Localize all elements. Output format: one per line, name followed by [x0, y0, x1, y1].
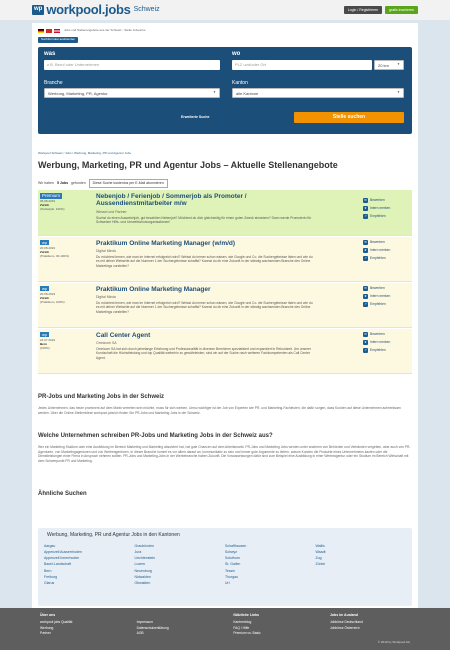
results-prefix: Wir haben [38, 181, 54, 185]
copyright: © 2019 by Workpool AG [377, 640, 410, 645]
recommend-button[interactable] [363, 348, 408, 353]
info-heading: Welche Unternehmen schreiben PR-Jobs und Marketing Jobs in der Schweiz aus? [38, 433, 273, 439]
kanton-select[interactable] [232, 88, 404, 98]
job-card[interactable] [38, 237, 412, 282]
footer-column [233, 613, 313, 645]
where-label: wo [232, 50, 241, 57]
share-icon: ↗ [364, 302, 367, 306]
info-paragraph: Jedes Unternehmen, das heute prominent auf dem Markt vertreten sein möchte, muss für sich werben. Umso wichtiger ist der Job von Experten wie PR- und Marketing-Fachleuten, die dafür sorgen, dass Kunden auf diese Unternehmen aufmerksam werden. Über die Online-Stellenbörse workpool.jobs/ch finden Sie PR-Jobs und Marketing Jobs in der Schweiz. [38, 406, 401, 415]
similar-heading: Ähnliche Suchen [38, 491, 87, 497]
recommend-button[interactable] [363, 302, 408, 307]
results-number: 5 Jobs [56, 181, 69, 185]
job-title[interactable]: Nebenjob / Ferienjob / Sommerjob als Promoter / Aussendienstmitarbeiter m/w [96, 193, 247, 208]
mail-icon: ✉ [364, 286, 367, 290]
breadcrumb[interactable]: Workpool Schweiz / Jobs / Werbung, Marketing, PR und Agentur Jobs [38, 151, 131, 155]
canton-link[interactable]: Waadt [315, 549, 326, 554]
germany-flag-icon[interactable] [38, 29, 44, 33]
remember-label: Intern merken [370, 340, 391, 345]
share-icon: ↗ [364, 348, 367, 352]
logo-icon: wp [32, 5, 44, 15]
job-title[interactable]: Call Center Agent [96, 332, 151, 339]
canton-link[interactable]: Bern [44, 568, 52, 573]
advanced-search-link[interactable]: Erweiterte Suche [181, 114, 210, 119]
canton-link[interactable]: Thurgau [225, 574, 239, 579]
canton-column [225, 543, 316, 587]
recommend-label: Empfehlen [370, 348, 386, 353]
canton-link[interactable]: Luzern [134, 562, 146, 567]
canton-link[interactable]: St. Gallen [225, 562, 241, 567]
login-button[interactable]: Login / Registrieren [344, 6, 382, 15]
footer-heading: Nützliche Links [233, 613, 259, 617]
job-list [38, 190, 412, 374]
remember-button[interactable] [363, 340, 408, 345]
kanton-label: Kanton [232, 79, 248, 86]
job-description: Omnicom SA hat sich durch jahrelange Erfahrung und Professionalität in diversen Bereichen spezialisiert und expandiert in Rekordzeit. Um unserer Kundschaft die Höchstleistung und top Qualität weiterhin zu gewährleisten, sind wir auf der Suche nach weiteren Fachkompetenten als Call Center Agent. [96, 347, 311, 360]
share-icon: ↗ [364, 256, 367, 260]
mail-icon: ✉ [364, 240, 367, 244]
results-count [38, 179, 168, 188]
canton-link[interactable]: Schwyz [225, 549, 238, 554]
results-suffix: gefunden [71, 181, 86, 185]
footer-link[interactable]: AGB [136, 631, 144, 636]
canton-column [135, 543, 226, 587]
job-company: Digital Minds [96, 249, 117, 253]
job-card[interactable] [38, 190, 412, 236]
canton-column [316, 543, 407, 587]
recommend-button[interactable] [363, 214, 408, 219]
canton-link[interactable]: Obwalden [134, 581, 151, 586]
canton-link[interactable]: Aargau [44, 543, 56, 548]
what-input[interactable]: z.B. Beruf oder Unternehmen [44, 60, 220, 70]
job-location: Zürich [40, 250, 50, 254]
switzerland-flag-icon[interactable] [46, 29, 52, 33]
remember-label: Intern merken [370, 248, 391, 253]
toggle-search-button[interactable]: Suchformular ausblenden [38, 37, 78, 43]
where-input[interactable]: PLZ und/oder Ort [232, 60, 372, 70]
mail-icon: ✉ [364, 332, 367, 336]
branche-value: Werbung, Marketing, PR, Agentur [48, 90, 108, 96]
logo-text: workpool.jobs [46, 1, 131, 17]
job-location: Zürich [40, 296, 50, 300]
canton-link[interactable]: Freiburg [44, 574, 58, 579]
info-heading: PR-Jobs und Marketing Jobs in der Schweiz [38, 394, 165, 400]
kanton-value: alle Kantone [236, 90, 259, 96]
footer-link[interactable]: Datenschutzerklärung [136, 625, 169, 630]
footer-link[interactable]: workpool.jobs Qualität [40, 619, 73, 624]
workpool-badge: wp [42, 240, 48, 245]
canton-column [44, 543, 135, 587]
footer-link[interactable]: Werbung [40, 625, 54, 630]
canton-link[interactable]: Nidwalden [134, 574, 151, 579]
recommend-button[interactable] [363, 256, 408, 261]
chevron-down-icon: ▼ [397, 61, 400, 66]
job-workload: (Praktikum, 100%) [40, 300, 65, 304]
main-content [32, 23, 418, 608]
footer [0, 608, 450, 650]
footer-link[interactable]: Premium vs. Basic [233, 631, 261, 636]
job-date: 06.08.2019 [40, 199, 56, 203]
job-date: 20.08.2019 [40, 246, 56, 250]
footer-link[interactable]: Jobbörse Deutschland [329, 619, 363, 624]
job-company: Wessel und Partner [96, 210, 127, 214]
bookmark-icon: ★ [364, 340, 367, 344]
job-card[interactable] [38, 329, 412, 374]
recommend-label: Empfehlen [370, 256, 386, 261]
canton-link[interactable]: Schaffhausen [225, 543, 247, 548]
search-form [38, 47, 412, 134]
job-title[interactable]: Praktikum Online Marketing Manager [96, 286, 211, 293]
branche-label: Branche [44, 79, 63, 86]
canton-link[interactable]: Zug [315, 556, 322, 561]
remember-label: Intern merken [370, 294, 391, 299]
canton-link[interactable]: Graubünden [134, 543, 154, 548]
radius-select[interactable] [374, 60, 404, 70]
info-paragraph: Wer ein Marketing Studium oder eine Ausbildung im Bereich Marketing und Marketing absolviert hat, hat gute Chancen auf dem Arbeitsmarkt. PR-Jobs und Marketing Jobs werden unter anderem von Behörden und Verbänden vergeben, aber auch von PR-Agenturen, von Marketingagenturen und von Werbeagenturen. In dieser Branche kommt es vor allem darauf an, kommunikativ zu sein und immer gute Argumente zu liefern, warum Kunden die Produkte eines Unternehmens kaufen oder die Dienstleistungen einer Firma in Anspruch nehmen sollten. PR-Jobs und Marketing-Jobs in der Werbebranche haben Zukunft. Die Voraussetzungen dafür sind zum Beispiel eine Ausbildung in einer Werbeagentur oder ein Studium im Bereich Wirtschaft mit dem Schwerpunkt PR und Marketing. [38, 445, 411, 463]
logo[interactable] [32, 2, 160, 19]
remember-label: Intern merken [370, 206, 391, 211]
bookmark-icon: ★ [364, 294, 367, 298]
footer-heading: Jobs im Ausland [329, 613, 358, 617]
chevron-down-icon: ▼ [397, 89, 400, 94]
apply-label: Bewerben [370, 198, 385, 203]
chevron-down-icon: ▼ [213, 89, 216, 94]
footer-column [137, 613, 217, 645]
page-title: Werbung, Marketing, PR und Agentur Jobs – Aktuelle Stellenangebote [38, 160, 338, 170]
job-workload: (Teilzeitjob, 100%) [40, 207, 65, 211]
branche-select[interactable] [44, 88, 220, 98]
remember-button[interactable] [363, 294, 408, 299]
similar-box-title: Werbung, Marketing, PR und Agentur Jobs in den Kantonen [47, 532, 180, 538]
job-company: Omnicom SA [96, 341, 117, 345]
job-workload: (100%) [40, 346, 50, 350]
canton-link[interactable]: Liechtenstein [134, 556, 156, 561]
job-description: Du möchtest lernen, wie man im Internet erfolgreich wird? Weisst du immer schon wissen, wie Google und Co. die Suchergebnisse listen und wie du es mit deiner Webseite auf die Nummer 1 der Suchergebnisse schaffst? Kannst du dir eine Zukunft in der ständig wachsenden Branche des Online Marketings vorstellen? [96, 255, 313, 268]
job-company: Digital Minds [96, 295, 117, 299]
apply-button[interactable] [363, 286, 408, 291]
canton-link[interactable]: Wallis [315, 543, 325, 548]
canton-link[interactable]: Zürich [315, 562, 326, 567]
job-date: 20.08.2019 [40, 292, 56, 296]
canton-link[interactable]: Solothurn [225, 556, 240, 561]
site-tagline: Jobs und Stellenangebote aus der Schweiz - Stelle Jobsuche [64, 28, 146, 33]
post-job-button[interactable]: gratis inserieren [385, 6, 418, 15]
apply-button[interactable] [363, 198, 408, 203]
bookmark-icon: ★ [364, 248, 367, 252]
apply-button[interactable] [363, 332, 408, 337]
canton-link[interactable]: Neuenburg [134, 568, 152, 573]
recommend-label: Empfehlen [370, 302, 386, 307]
canton-link[interactable]: Tessin [225, 568, 235, 573]
canton-link[interactable]: Glarus [44, 581, 55, 586]
remember-button[interactable] [363, 206, 408, 211]
job-description: Suchst du einen Ausweichjob, gut bezahlten Nebenjob? Möchtest du dich gleichzeitig für einen guten Zweck einsetzen? Dann werde Promoterin für Schweizer Hilfs- und Umweltschutzorganisationen! [96, 216, 312, 225]
apply-label: Bewerben [370, 240, 385, 245]
job-title[interactable]: Praktikum Online Marketing Manager (w/m/d) [96, 240, 236, 247]
job-description: Du möchtest lernen, wie man im Internet erfolgreich wird? Weisst du immer schon wissen, wie Google und Co. die Suchergebnisse listen und wie du es mit deiner Webseite auf die Nummer 1 der Suchergebnisse schaffst? Kannst du dir eine Zukunft in der ständig wachsenden Branche des Online Marketings vorstellen? [96, 301, 313, 314]
what-label: was [44, 50, 56, 57]
job-workload: (Praktikum, 30-100%) [40, 254, 70, 258]
share-icon: ↗ [364, 214, 367, 218]
austria-flag-icon[interactable] [54, 29, 60, 33]
footer-link[interactable]: Jobbörse Österreich [329, 625, 360, 630]
footer-heading [137, 613, 217, 619]
canton-link[interactable]: Uri [225, 581, 230, 586]
job-location: Zürich [40, 203, 50, 207]
footer-column [40, 613, 120, 645]
premium-badge: Premium [42, 193, 61, 198]
footer-link[interactable]: Karriereblog [233, 619, 252, 624]
job-date: 24.07.2019 [40, 338, 56, 342]
apply-label: Bewerben [370, 332, 385, 337]
footer-link[interactable]: Impressum [136, 619, 153, 624]
similar-searches [38, 528, 412, 606]
job-card[interactable] [38, 283, 412, 328]
language-row [32, 23, 418, 33]
canton-link[interactable]: Appenzell Innerrhoden [44, 556, 80, 561]
canton-link[interactable]: Jura [134, 549, 142, 554]
search-submit-button[interactable]: Stelle suchen [294, 112, 404, 123]
remember-button[interactable] [363, 248, 408, 253]
mail-icon: ✉ [364, 198, 367, 202]
top-bar [0, 0, 450, 20]
recommend-label: Empfehlen [370, 214, 386, 219]
apply-label: Bewerben [370, 286, 385, 291]
footer-link[interactable]: FAQ / Hilfe [233, 625, 250, 630]
bookmark-icon: ★ [364, 206, 367, 210]
canton-link[interactable]: Basel-Landschaft [44, 562, 72, 567]
footer-link[interactable]: Partner [40, 631, 51, 636]
apply-button[interactable] [363, 240, 408, 245]
footer-heading: Über uns [40, 613, 56, 617]
logo-country: Schweiz [133, 6, 160, 14]
job-location: Bern [40, 342, 47, 346]
email-alert-button[interactable]: Diese Suche kostenlos per E-Mail abonnieren [89, 179, 168, 188]
radius-value: 20 km [378, 62, 389, 68]
workpool-badge: wp [42, 286, 48, 291]
workpool-badge: wp [42, 332, 48, 337]
canton-link[interactable]: Appenzell Ausserrhoden [44, 549, 82, 554]
